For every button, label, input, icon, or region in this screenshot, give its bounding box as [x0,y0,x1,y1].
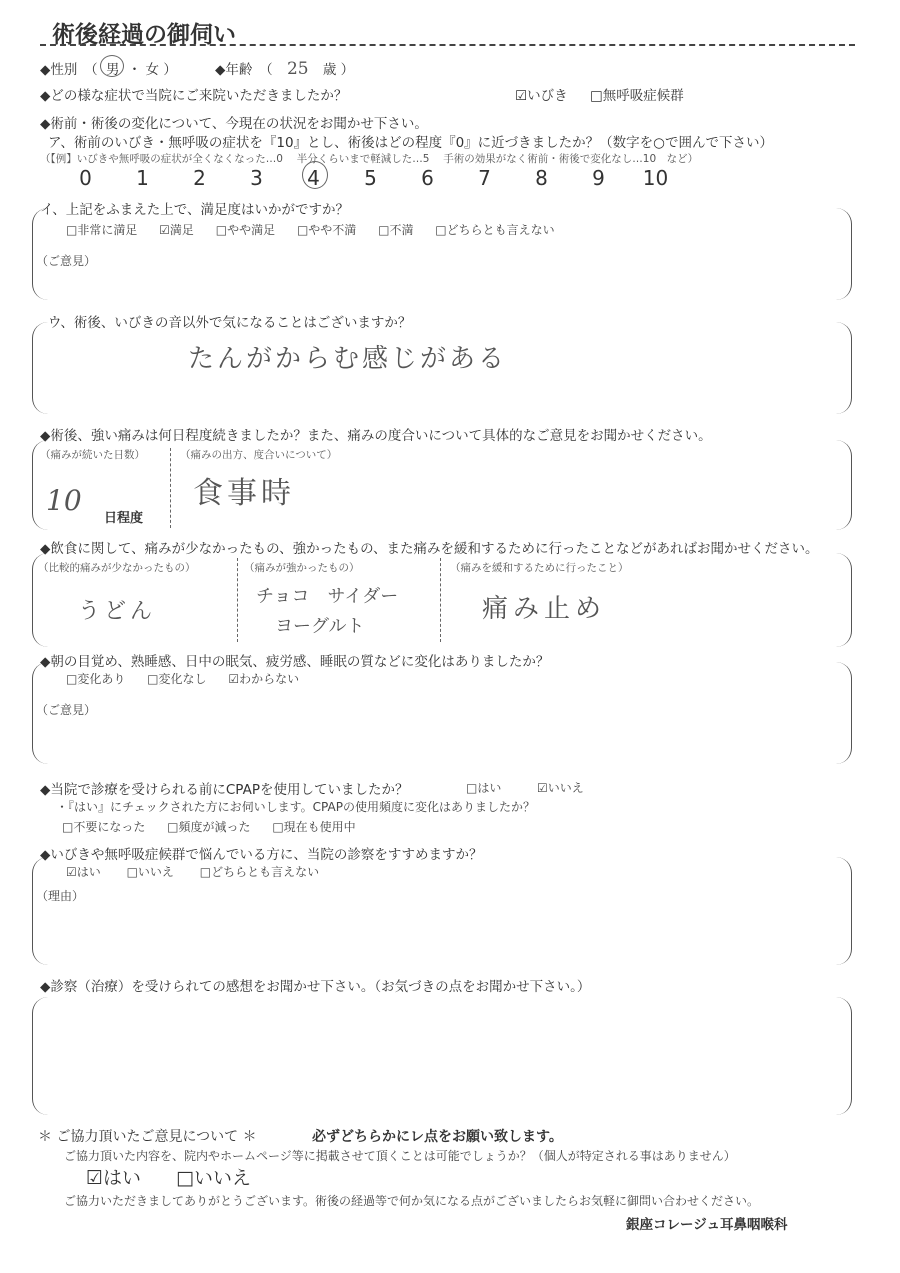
change-sub-question: ア、術前のいびき・無呼吸の症状を『10』とし、術後はどの程度『0』に近づきましたか？（数字を○で囲んで下さい） [48,135,773,151]
cpap-sub-option[interactable]: □現在も使用中 [272,820,356,834]
age-close: ） [340,62,355,78]
cpap-option-yes[interactable]: □はい [466,781,502,795]
page-title: 術後経過の御伺い [52,22,236,48]
gender-field [40,58,177,78]
food-question: ◆飲食に関して、痛みが少なかったもの、強かったもの、また痛みを緩和するために行ったことなどがあればお聞かせください。 [40,541,819,557]
food-col3-answer[interactable]: 痛み止め [482,594,607,624]
scale-3[interactable]: 3 [250,166,263,190]
scale-6[interactable]: 6 [421,166,434,190]
gender-label: ◆性別 （ [40,62,98,78]
food-col3-label: （痛みを緩和するために行ったこと） [450,562,629,574]
scale-4[interactable] [285,166,342,190]
title-divider [40,44,855,46]
gender-close: ） [163,62,177,78]
impression-question: ◆診察（治療）を受けられての感想をお聞かせ下さい。（お気づきの点をお聞かせ下さい。） [40,979,591,995]
recommend-options [66,863,319,880]
food-divider-1 [237,558,238,642]
gender-male-option[interactable] [102,58,124,78]
selected-circle-mark [100,55,124,77]
age-value[interactable]: 25 [286,59,309,79]
recommend-reason-label: （理由） [36,889,85,903]
sleep-option[interactable]: □変化なし [147,672,207,686]
gender-separator: ・ [127,62,142,78]
pain-degree-label: （痛みの出方、度合いについて） [180,449,338,461]
pain-days-value[interactable]: 10 [46,484,82,517]
satisfaction-options [66,221,555,238]
satisfaction-question: イ、上記をふまえた上で、満足度はいかがですか？ [40,202,350,218]
food-col1-label: （比較的痛みが少なかったもの） [38,562,196,574]
recommend-option[interactable]: ☑はい [66,865,101,879]
cpap-sub-option[interactable]: □頻度が減った [167,820,251,834]
scale-8[interactable]: 8 [535,166,548,190]
satisfaction-option[interactable]: □不満 [378,223,414,237]
symptom-option-apnea[interactable]: □無呼吸症候群 [590,88,684,104]
scale-0[interactable]: 0 [79,166,92,190]
scale-4-label: 4 [307,166,320,190]
consent-option-yes[interactable]: ☑はい [86,1167,142,1189]
sleep-options [66,670,299,687]
food-col2-answer-line2[interactable]: ヨーグルト [275,616,365,637]
satisfaction-option[interactable]: □非常に満足 [66,223,138,237]
other-concerns-answer[interactable]: たんがからむ感じがある [188,344,508,374]
pain-days-unit: 日程度 [104,511,144,526]
consent-heading-left: ＊ ご協力頂いたご意見について ＊ [38,1129,257,1145]
severity-scale [57,166,684,190]
pain-question: ◆術後、強い痛みは何日程度続きましたか？また、痛みの度合いについて具体的なご意見をお聞かせください。 [40,428,712,444]
food-col2-label: （痛みが強かったもの） [244,562,360,574]
pain-days-label: （痛みが続いた日数） [40,449,145,461]
food-col1-answer[interactable]: うどん [78,599,157,624]
satisfaction-opinion-label: （ご意見） [36,254,97,268]
pain-box [32,440,852,530]
symptom-option-snoring[interactable]: ☑いびき [515,88,568,104]
change-question: ◆術前・術後の変化について、今現在の状況をお聞かせ下さい。 [40,116,428,132]
sleep-option[interactable]: ☑わからない [228,672,300,686]
pain-divider [170,448,171,528]
cpap-sub-options [62,818,356,835]
age-label: ◆年齢 （ [215,62,273,78]
recommend-question: ◆いびきや無呼吸症候群で悩んでいる方に、当院の診察をすすめますか？ [40,847,483,863]
food-col2-answer-line1[interactable]: チョコ サイダー [256,586,399,607]
recommend-option[interactable]: □どちらとも言えない [199,865,320,879]
satisfaction-option[interactable]: □どちらとも言えない [435,223,555,237]
cpap-option-no[interactable]: ☑いいえ [537,781,584,795]
satisfaction-option[interactable]: □やや満足 [215,223,276,237]
consent-option-no[interactable]: □いいえ [176,1167,251,1189]
sleep-option[interactable]: □変化あり [66,672,126,686]
scale-10[interactable]: 10 [642,166,669,190]
sleep-opinion-label: （ご意見） [36,703,97,717]
consent-heading-right: 必ずどちらかにレ点をお願い致します。 [312,1129,563,1145]
satisfaction-option[interactable]: ☑満足 [159,223,194,237]
consent-thanks: ご協力いただきましてありがとうございます。術後の経過等で何か気になる点がございましたらお気軽に御問い合わせください。 [64,1194,760,1208]
clinic-name: 銀座コレージュ耳鼻咽喉科 [626,1217,788,1233]
recommend-option[interactable]: □いいえ [126,865,174,879]
scale-1[interactable]: 1 [136,166,149,190]
selected-circle-mark [302,161,328,189]
pain-degree-answer[interactable]: 食事時 [193,476,295,511]
scale-5[interactable]: 5 [364,166,377,190]
cpap-sub-option[interactable]: □不要になった [62,820,146,834]
food-divider-2 [440,558,441,642]
scale-9[interactable]: 9 [592,166,605,190]
change-example: （【例】いびきや無呼吸の症状が全くなくなった…0 半分くらいまで軽減した…5 手術の効果がなく術前・術後で変化なし…10 など） [40,153,699,165]
scale-7[interactable]: 7 [478,166,491,190]
symptom-question: ◆どの様な症状で当院にご来院いただきましたか？ [40,88,348,104]
cpap-question: ◆当院で診療を受けられる前にCPAPを使用していましたか？ [40,782,409,798]
cpap-sub-question: ・『はい』にチェックされた方にお伺いします。CPAPの使用頻度に変化はありましたか？ [56,800,535,814]
age-unit: 歳 [322,62,337,78]
age-field [215,58,354,79]
scale-2[interactable]: 2 [193,166,206,190]
gender-female-label[interactable]: 女 [145,62,160,78]
consent-question: ご協力頂いた内容を、院内やホームページ等に掲載させて頂くことは可能でしょうか？（個人が特定される事はありません） [64,1149,736,1163]
other-concerns-question: ウ、術後、いびきの音以外で気になることはございますか？ [48,315,412,331]
impression-box [32,997,852,1115]
sleep-question: ◆朝の目覚め、熟睡感、日中の眠気、疲労感、睡眠の質などに変化はありましたか？ [40,654,550,670]
satisfaction-option[interactable]: □やや不満 [296,223,357,237]
gender-male-label: 男 [105,62,120,78]
